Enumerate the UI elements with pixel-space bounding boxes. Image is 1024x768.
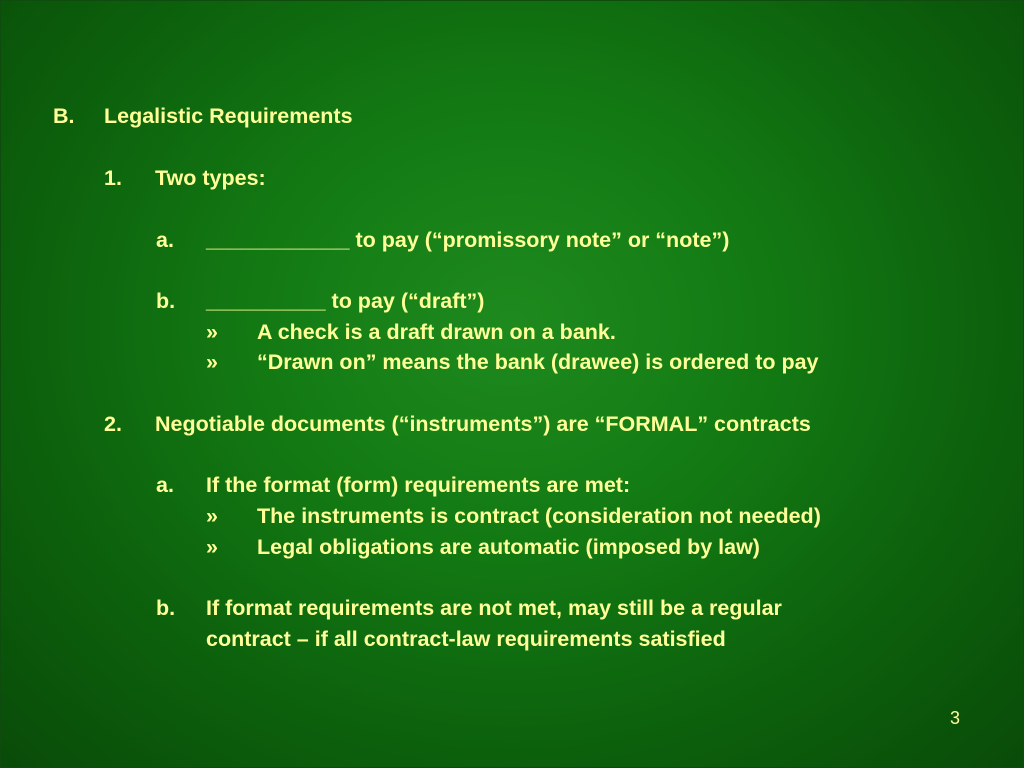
bullet-text: The instruments is contract (consideration not needed) (257, 504, 821, 528)
point-1-text: Two types: (155, 166, 266, 190)
section-title: Legalistic Requirements (104, 104, 353, 128)
item-2b-text-line-2: contract – if all contract-law requirements satisfied (206, 627, 726, 651)
item-2b-text-line-1: If format requirements are not met, may still be a regular (206, 596, 782, 620)
item-2b-continuation (206, 626, 726, 652)
item-1a-marker: a. (156, 228, 174, 252)
point-2-text: Negotiable documents (“instruments”) are “FORMAL” contracts (155, 412, 811, 436)
bullet-marker: » (206, 320, 218, 344)
item-1a-text: ____________ to pay (“promissory note” or “note”) (206, 228, 730, 252)
item-2b-marker: b. (156, 596, 176, 620)
bullet-text: “Drawn on” means the bank (drawee) is ordered to pay (257, 350, 819, 374)
point-1-marker: 1. (104, 166, 122, 190)
bullet-text: A check is a draft drawn on a bank. (257, 320, 616, 344)
bullet-marker: » (206, 504, 218, 528)
bullet-marker: » (206, 535, 218, 559)
item-2a-marker: a. (156, 473, 174, 497)
slide-number: 3 (950, 708, 961, 728)
bullet-marker: » (206, 350, 218, 374)
item-2a-text: If the format (form) requirements are met: (206, 473, 631, 497)
item-1b-marker: b. (156, 289, 176, 313)
bullet-text: Legal obligations are automatic (imposed by law) (257, 535, 760, 559)
point-2-marker: 2. (104, 412, 122, 436)
item-1b-text: __________ to pay (“draft”) (206, 289, 485, 313)
section-marker: B. (53, 104, 75, 128)
